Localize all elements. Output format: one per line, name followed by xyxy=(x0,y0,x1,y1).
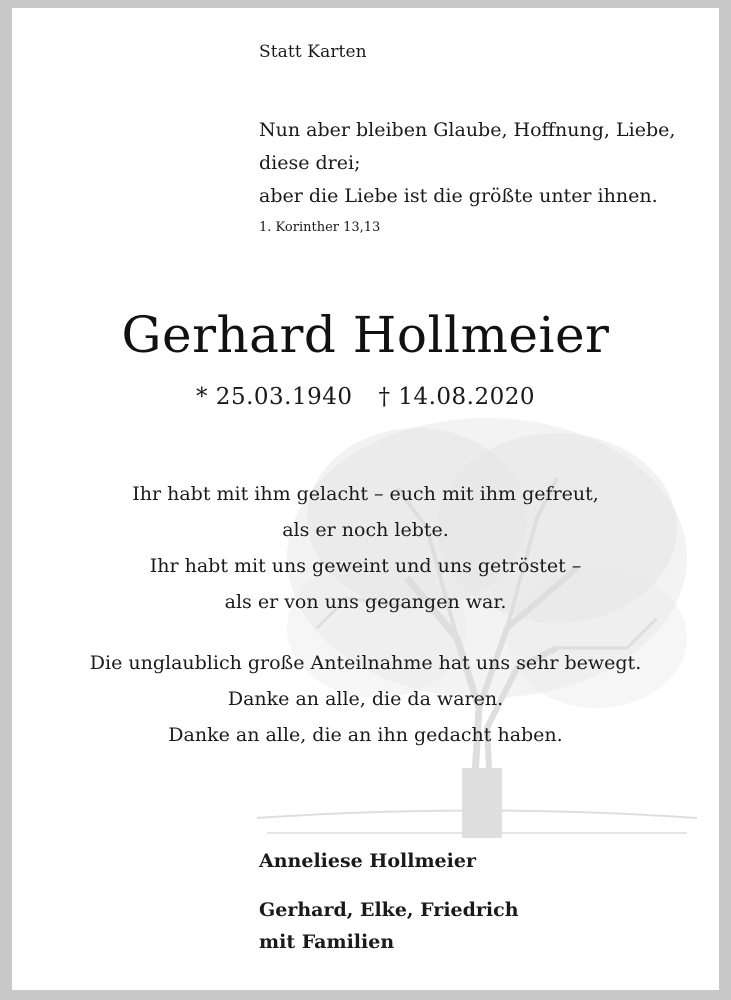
verse-line: aber die Liebe ist die größte unter ihnen. xyxy=(259,185,658,207)
family-names: Gerhard, Elke, Friedrich xyxy=(259,899,519,921)
obituary-page xyxy=(12,8,719,990)
verse-reference: 1. Korinther 13,13 xyxy=(259,220,381,235)
birth-date: * 25.03.1940 xyxy=(196,384,353,410)
poem-line: als er noch lebte. xyxy=(282,519,449,541)
poem-line: Ihr habt mit ihm gelacht – euch mit ihm gefreut, xyxy=(132,483,599,505)
verse-line: Nun aber bleiben Glaube, Hoffnung, Liebe, xyxy=(259,119,676,141)
thanks-message xyxy=(12,645,719,753)
thanks-line: Danke an alle, die an ihn gedacht haben. xyxy=(168,724,563,746)
bible-verse xyxy=(259,114,675,213)
thanks-line: Die unglaublich große Anteilnahme hat uns sehr bewegt. xyxy=(89,652,642,674)
life-dates xyxy=(12,384,719,410)
verse-line: diese drei; xyxy=(259,152,361,174)
family-suffix: mit Familien xyxy=(259,931,395,953)
signature-primary: Anneliese Hollmeier xyxy=(259,850,476,872)
death-date: † 14.08.2020 xyxy=(378,384,535,410)
deceased-name: Gerhard Hollmeier xyxy=(121,306,610,364)
poem-line: Ihr habt mit uns geweint und uns getröstet – xyxy=(149,555,582,577)
signature-family xyxy=(259,894,519,958)
poem-line: als er von uns gegangen war. xyxy=(224,591,507,613)
thanks-line: Danke an alle, die da waren. xyxy=(227,688,504,710)
statt-karten-heading: Statt Karten xyxy=(259,42,367,62)
memorial-poem xyxy=(12,476,719,620)
